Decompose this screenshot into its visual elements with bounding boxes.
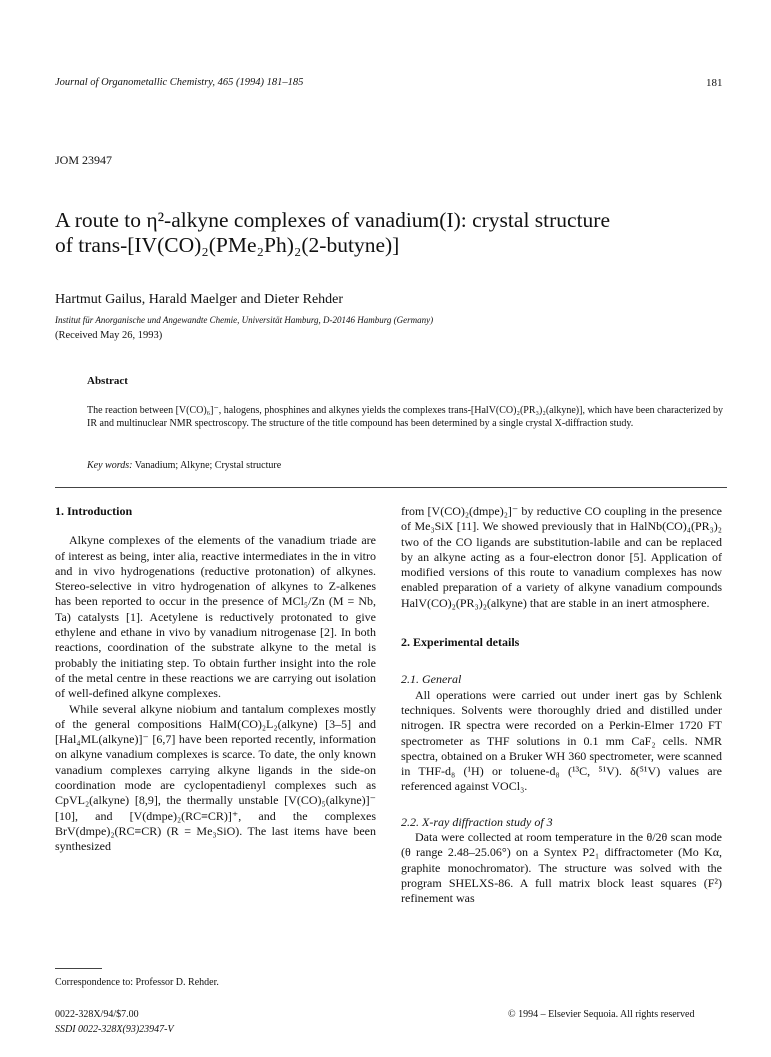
footnote-rule [55,968,102,969]
section-heading-introduction: 1. Introduction [55,504,133,518]
price-code: 0022-328X/94/$7.00 [55,1009,139,1020]
copyright-notice: © 1994 – Elsevier Sequoia. All rights reserved [508,1009,695,1020]
ssdi-code: SSDI 0022-328X(93)23947-V [55,1024,174,1035]
general-paragraph: All operations were carried out under inert gas by Schlenk techniques. Solvents were thoroughly dried and distilled under nitrogen. IR spectra were recorded on a Perkin-Elmer 1720 FT spectrometer as THF solutions in 0.1 mm CaF₂ cells. NMR spectra, obtained on a Bruker WH 360 spectrometer, were scanned in THF-d₈ (¹H) or toluene-d₈ (¹³C, ⁵¹V). δ(⁵¹V) values are referenced against VOCl₃. [401,687,722,794]
abstract-text: The reaction between [V(CO)₆]⁻, halogens, phosphines and alkynes yields the complexes trans-[HalV(CO)₂(PR₃)₂(alkyne)], which have been characterized by IR and multinuclear NMR spectroscopy. The structure of the title compound has been determined by a single crystal X-diffraction study. [87,405,723,429]
affiliation: Institut für Anorganische und Angewandte Chemie, Universität Hamburg, D-20146 Hamburg (Germany) [55,315,434,325]
right-column [401,504,722,907]
subsection-heading-general: 2.1. General [401,672,462,687]
jom-identifier: JOM 23947 [55,153,113,167]
intro-paragraph-1: Alkyne complexes of the elements of the vanadium triade are of interest as being, inter alia, reactive intermediates in the in vitro and in vivo hydrogenations (reductive protonation) of alkynes. Stereo-selective in vitro hydrogenation of alkynes to Z-alkenes has been reported to occur in the presence of MCl₅/Zn (M = Nb, Ta) catalysts [1]. Acetylene is reductively protonated to give ethylene and ethane in vivo by vanadium nitrogenase [2]. In both reactions, coordination of the substrate alkyne to the metal is probably the initiating step. To obtain further insight into the role of the metal centre in these reactions we are carrying out isolation of well-defined alkyne complexes. [55,533,376,701]
received-date: (Received May 26, 1993) [55,330,163,341]
keywords [87,460,281,471]
xray-paragraph: Data were collected at room temperature in the θ/2θ scan mode (θ range 2.48–25.06°) on a Syntex P2₁ diffractometer (Mo Kα, graphite monochromator). The structure was solved with the program SHELXS-86. A full matrix block least squares (F²) refinement was [401,830,722,906]
section-heading-experimental: 2. Experimental details [401,635,520,650]
title-line-1: A route to η²-alkyne complexes of vanadium(I): crystal structure [55,208,611,232]
left-column [55,504,376,855]
journal-citation: Journal of Organometallic Chemistry, 465 (1994) 181–185 [55,77,304,88]
intro-paragraph-continued: from [V(CO)₂(dmpe)₂]⁻ by reductive CO coupling in the presence of Me₃SiX [11]. We showed previously that in HalNb(CO)₄(PR₃)₂ two of the CO ligands are substitution-labile and can be replaced by an alkyne acting as a four-electron donor [5]. Application of modified versions of this route to vanadium complexes has now enabled preparation of a variety of alkyne vanadium compounds HalV(CO)₂(PR₃)₂(alkyne) that are stable in an inert atmosphere. [401,504,722,610]
article-title [55,208,725,258]
page-number: 181 [706,77,723,89]
title-line-2: of trans-[IV(CO)₂(PMe₂Ph)₂(2-butyne)] [55,233,400,257]
keywords-label: Key words: [87,460,133,471]
authors: Hartmut Gailus, Harald Maelger and Dieter Rehder [55,292,344,307]
keywords-list: Vanadium; Alkyne; Crystal structure [134,460,282,471]
subsection-heading-xray: 2.2. X-ray diffraction study of 3 [401,814,553,829]
abstract-heading: Abstract [87,375,128,387]
section-divider [55,487,727,488]
correspondence-footnote: Correspondence to: Professor D. Rehder. [55,977,219,988]
intro-paragraph-2: While several alkyne niobium and tantalum complexes mostly of the general compositions HalM(CO)₂L₂(alkyne) [3–5] and [Hal₄ML(alkyne)]⁻ [6,7] have been reported recently, information on alkyne vanadium complexes is scarce. To date, the only known vanadium complexes carrying alkyne ligands in the side-on coordination mode are cyclopentadienyl complexes such as CpVL₂(alkyne) [8,9], the thermally unstable [V(CO)₅(alkyne)]⁻ [10], and [V(dmpe)₂(RC≡CR)]⁺, and the complexes BrV(dmpe)₂(RC≡CR) (R = Me₃SiO). The last items have been synthesized [55,701,376,854]
